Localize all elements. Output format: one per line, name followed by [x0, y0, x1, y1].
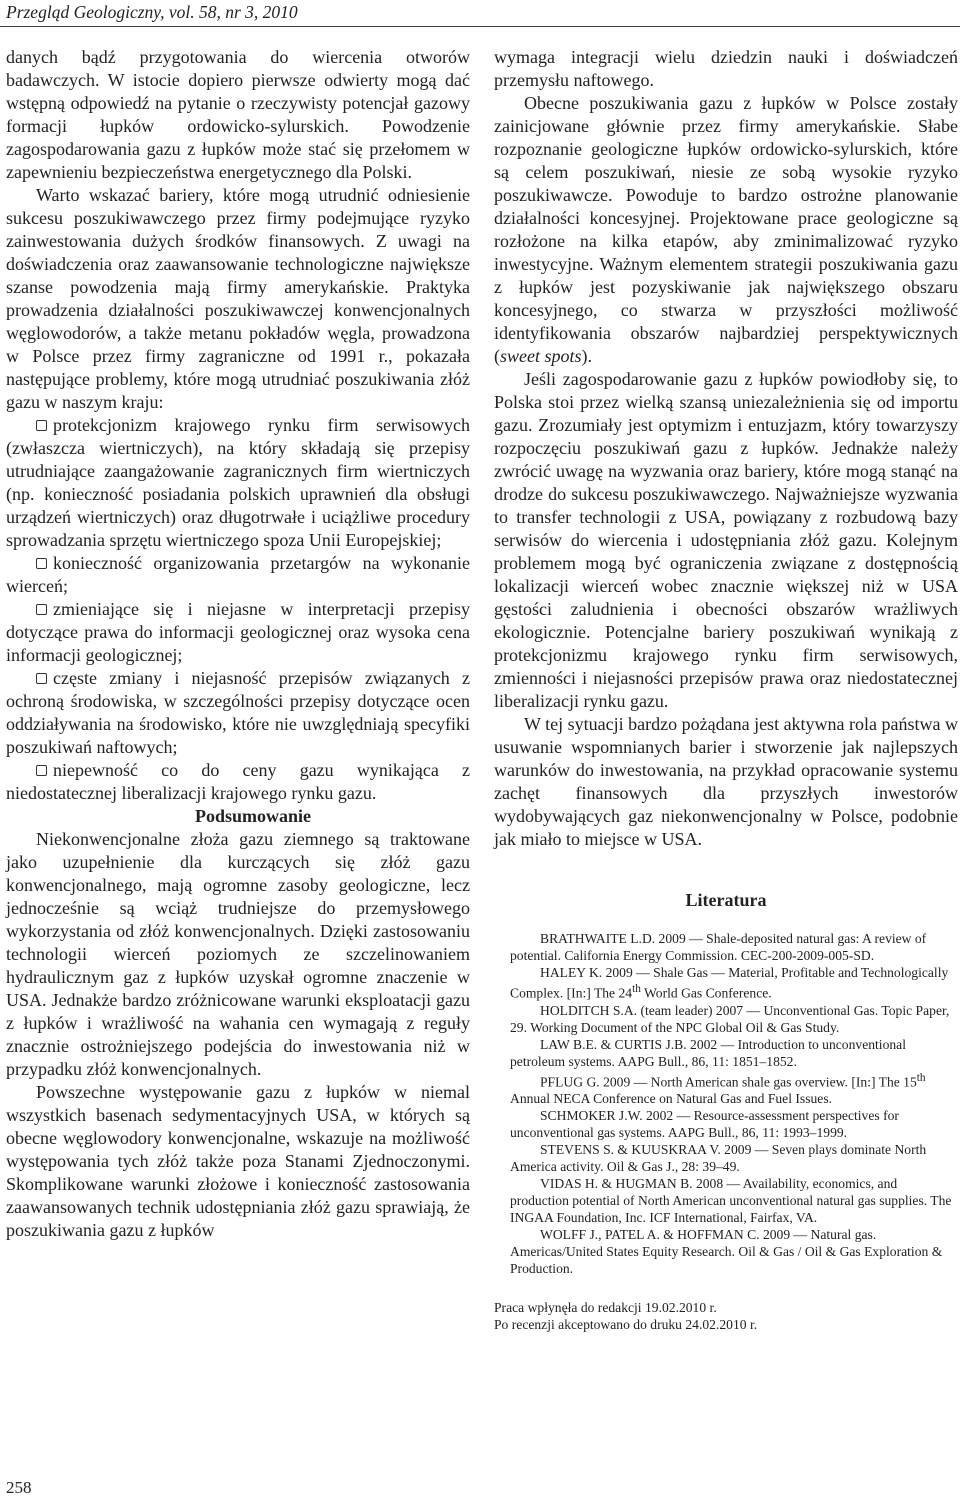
references-heading: Literatura — [685, 890, 767, 910]
page-number: 258 — [6, 1478, 32, 1497]
checkbox-bullet-icon — [36, 765, 47, 776]
reference-item: LAW B.E. & CURTIS J.B. 2002 — Introduction to unconventional petroleum systems. AAPG Bull., 86, 11: 1851–1852. — [510, 1036, 906, 1069]
checkbox-bullet-icon — [36, 420, 47, 431]
reference-item: STEVENS S. & KUUSKRAA V. 2009 — Seven plays dominate North America activity. Oil & Gas J., 28: 39–49. — [510, 1142, 927, 1175]
reference-item: SCHMOKER J.W. 2002 — Resource-assessment perspectives for unconventional gas systems. AAPG Bull., 86, 11: 1993–1999. — [510, 1108, 899, 1141]
accepted-date: Po recenzji akceptowano do druku 24.02.2010 r. — [494, 1317, 758, 1333]
list-item: konieczność organizowania przetargów na wykonanie wierceń; — [6, 553, 470, 596]
checkbox-bullet-icon — [36, 558, 47, 569]
list-item: częste zmiany i niejasność przepisów związanych z ochroną środowiska, w szczególności przepisy dotyczące ocen oddziaływania na środowisko, które nie uwzględniają specyfiki poszukiwań naftowych; — [6, 668, 470, 757]
paragraph: Jeśli zagospodarowanie gazu z łupków powiodłoby się, to Polska stoi przez wielką szansą uniezależnienia się od importu gazu. Zrozumiały jest optymizm i entuzjazm, który towarzyszy rozpoczęciu poszukiwań gazu z łupków. Jednakże należy zwrócić uwagę na wyzwania oraz bariery, które mogą stanąć na drodze do sukcesu poszukiwawczego. Najważniejsze wyzwania to transfer technologii z USA, powiązany z rozbudową bazy serwisów do wiercenia i udostępniania złóż gazu. Kolejnym problemem mogą być ograniczenia związane z dostępnością lokalizacji wierceń wobec znacznie większej niż w USA gęstości zaludnienia i obecności obszarów wrażliwych ekologicznie. Potencjalne bariery poszukiwań wynikają z protekcjonizmu krajowego rynku firm serwisowych, zmienności i niejasności przepisów prawa oraz niedostatecznej liberalizacji rynku gazu. — [494, 369, 958, 711]
right-column — [494, 46, 958, 1333]
paragraph: Niekonwencjonalne złoża gazu ziemnego są traktowane jako uzupełnienie dla kurczących się złóż gazu konwencjonalnego, mają ogromne zasoby geologiczne, lecz jednocześnie są wciąż trudniejsze do przemysłowego wykorzystania od złóż konwencjonalnych. Dzięki zastosowaniu technologii wierceń poziomych ze szczelinowaniem hydraulicznym gaz z łupków uzyskał ogromne znaczenie w USA. Jednakże bardzo zróżnicowane warunki eksploatacji gazu z łupków i wrażliwość na wahania cen wymagają z reguły znacznie ostrożniejszego podejścia do inwestowania niż w przypadku złóż konwencjonalnych. — [6, 829, 470, 1079]
references-list — [494, 930, 958, 1277]
paragraph: Obecne poszukiwania gazu z łupków w Polsce zostały zainicjowane głównie przez firmy amerykańskie. Słabe rozpoznanie geologiczne łupków ordowicko-sylurskich, które są celem poszukiwań, niesie ze sobą wysokie ryzyko poszukiwawcze. Powoduje to bardzo ostrożne planowanie działalności koncesyjnej. Projektowane prace geologiczne są rozłożone na kilka etapów, aby zminimalizować ryzyko inwestycyjne. Ważnym elementem strategii poszukiwania gazu z łupków jest pozyskiwanie jak największego obszaru koncesyjnego, co stwarza w przyszłości możliwość identyfikowania obszarów najbardziej perspektywicznych (sweet spots). — [494, 93, 958, 366]
reference-item: HOLDITCH S.A. (team leader) 2007 — Unconventional Gas. Topic Paper, 29. Working Document of the NPC Global Oil & Gas Study. — [510, 1002, 950, 1035]
reference-item: HALEY K. 2009 — Shale Gas — Material, Profitable and Technologically Complex. [In:] The 24th World Gas Conference. — [510, 965, 949, 1001]
section-heading: Podsumowanie — [194, 806, 311, 826]
list-item: zmieniające się i niejasne w interpretacji przepisy dotyczące prawa do informacji geologicznej oraz wysoka cena informacji geologicznej; — [6, 599, 470, 665]
reference-item: WOLFF J., PATEL A. & HOFFMAN C. 2009 — Natural gas. Americas/United States Equity Research. Oil & Gas / Oil & Gas Exploration & Production. — [510, 1227, 943, 1277]
left-column — [6, 46, 470, 1242]
list-item: niepewność co do ceny gazu wynikająca z niedostatecznej liberalizacji krajowego rynku gazu. — [6, 760, 470, 803]
reference-item: BRATHWAITE L.D. 2009 — Shale-deposited natural gas: A review of potential. California Energy Commission. CEC-200-2009-005-SD. — [510, 931, 927, 963]
reference-item: PFLUG G. 2009 — North American shale gas overview. [In:] The 15th Annual NECA Conference on Natural Gas and Fuel Issues. — [510, 1071, 926, 1107]
received-date: Praca wpłynęła do redakcji 19.02.2010 r. — [494, 1300, 717, 1316]
journal-header: Przegląd Geologiczny, vol. 58, nr 3, 2010 — [6, 2, 298, 22]
reference-item: VIDAS H. & HUGMAN B. 2008 — Availability, economics, and production potential of North American unconventional natural gas supplies. The INGAA Foundation, Inc. ICF International, Fairfax, VA. — [510, 1176, 952, 1226]
checkbox-bullet-icon — [36, 604, 47, 615]
header-rule — [0, 26, 960, 27]
paragraph: Powszechne występowanie gazu z łupków w niemal wszystkich basenach sedymentacyjnych USA, w których są obecne węglowodory konwencjonalne, wskazuje na możliwość występowania tych złóż także poza Stanami Zjednoczonymi. Skomplikowane warunki złożowe i konieczność zastosowania zaawansowanych technik udostępniania złóż gazu sprawiają, że poszukiwania gazu z łupków — [6, 1082, 470, 1240]
paragraph: Warto wskazać bariery, które mogą utrudnić odniesienie sukcesu poszukiwawczego przez firmy podejmujące ryzyko zainwestowania dużych środków finansowych. Z uwagi na doświadczenia oraz zaawansowanie technologiczne największe szanse powodzenia mają firmy amerykańskie. Praktyka prowadzenia działalności poszukiwawczej konwencjonalnych węglowodorów, a także metanu pokładów węgla, prowadzona w Polsce przez firmy zagraniczne od 1991 r., pokazała następujące problemy, które mogą utrudniać poszukiwania złóż gazu w naszym kraju: — [6, 185, 470, 412]
checkbox-bullet-icon — [36, 673, 47, 684]
list-item: protekcjonizm krajowego rynku firm serwisowych (zwłaszcza wiertniczych), na który składają się przepisy utrudniające zaangażowanie zagranicznych firm wiertniczych (np. konieczność posiadania polskich uprawnień dla obsługi urządzeń wiertniczych) oraz długotrwałe i uciążliwe procedury sprowadzania sprzętu wiertniczego spoza Unii Europejskiej; — [6, 415, 470, 550]
paragraph: danych bądź przygotowania do wiercenia otworów badawczych. W istocie dopiero pierwsze odwierty mogą dać wstępną odpowiedź na pytanie o rzeczywisty potencjał gazowy formacji łupków ordowicko-sylurskich. Powodzenie zagospodarowania gazu z łupków może stać się przełomem w zapewnieniu bezpieczeństwa energetycznego dla Polski. — [6, 47, 470, 182]
submission-dates — [494, 1299, 958, 1333]
paragraph: W tej sytuacji bardzo pożądana jest aktywna rola państwa w usuwanie wspomnianych barier i stworzenie jak najlepszych warunków do inwestowania, na przykład opracowanie systemu zachęt finansowych dla przyszłych inwestorów wydobywających gaz niekonwencjonalny w Polsce, podobnie jak miało to miejsce w USA. — [494, 714, 959, 849]
paragraph: wymaga integracji wielu dziedzin nauki i doświadczeń przemysłu naftowego. — [494, 47, 958, 90]
